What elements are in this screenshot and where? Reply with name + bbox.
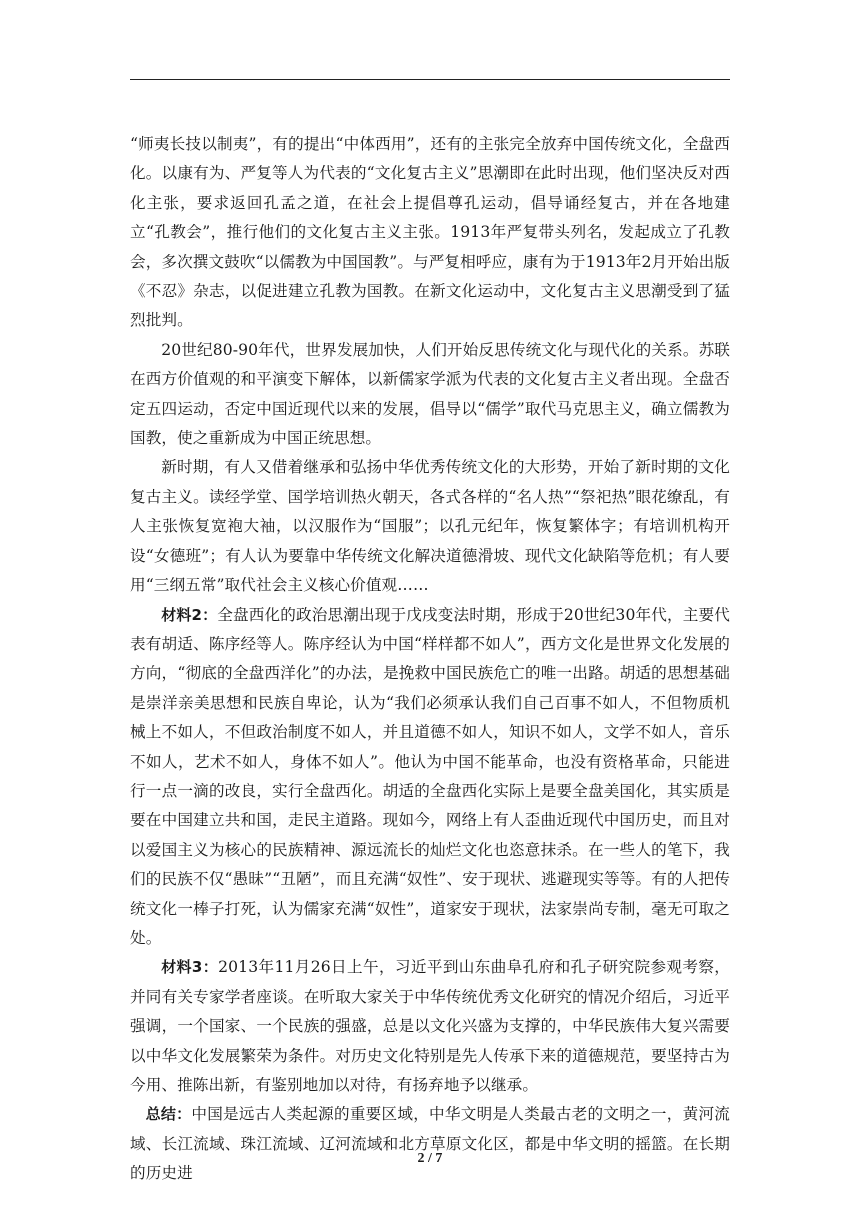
summary-label: 总结： [145, 1105, 192, 1124]
material-2-paragraph: 材料2：全盘西化的政治思潮出现于戊戌变法时期，形成于20世纪30年代，主要代表有胡适、陈序经等人。陈序经认为中国“样样都不如人”，西方文化是世界文化发展的方向，“彻底的全盘西洋化”的办法，是挽救中国民族危亡的唯一出路。胡适的思想基础是崇洋亲美思想和民族自卑论，认为“我们必须承认我们自己百事不如人，不但物质机械上不如人，不但政治制度不如人，并且道德不如人，知识不如人，文学不如人，音乐不如人，艺术不如人，身体不如人”。他认为中国不能革命，也没有资格革命，只能进行一点一滴的改良，实行全盘西化。胡适的全盘西化实际上是要全盘美国化，其实质是要在中国建立共和国，走民主道路。现如今，网络上有人歪曲近现代中国历史，而且对以爱国主义为核心的民族精神、源远流长的灿烂文化也恣意抹杀。在一些人的笔下，我们的民族不仅“愚昧”“丑陋”，而且充满“奴性”、安于现状、逃避现实等等。有的人把传统文化一棒子打死，认为儒家充满“奴性”，道家安于现状，法家崇尚专制，毫无可取之处。 [130, 605, 730, 947]
paragraph-1: “师夷长技以制夷”，有的提出“中体西用”，还有的主张完全放弃中国传统文化，全盘西化。以康有为、严复等人为代表的“文化复古主义”思潮即在此时出现，他们坚决反对西化主张，要求返回孔孟之道，在社会上提倡尊孔运动，倡导诵经复古，并在各地建立“孔教会”，推行他们的文化复古主义主张。1913年严复带头列名，发起成立了孔教会，多次撰文鼓吹“以儒教为中国国教”。与严复相呼应，康有为于1913年2月开始出版《不忍》杂志，以促进建立孔教为国教。在新文化运动中，文化复古主义思潮受到了猛烈批判。 [130, 135, 730, 330]
paragraph-3: 新时期，有人又借着继承和弘扬中华优秀传统文化的大形势，开始了新时期的文化复古主义。读经学堂、国学培训热火朝天，各式各样的“名人热”“祭祀热”眼花缭乱，有人主张恢复宽袍大袖，以汉服作为“国服”；以孔元纪年，恢复繁体字；有培训机构开设“女德班”；有人认为要靠中华传统文化解决道德滑坡、现代文化缺陷等危机；有人要用“三纲五常”取代社会主义核心价值观…… [130, 458, 730, 595]
paragraph-2: 20世纪80-90年代，世界发展加快，人们开始反思传统文化与现代化的关系。苏联在西方价值观的和平演变下解体，以新儒家学派为代表的文化复古主义者出现。全盘否定五四运动，否定中国近现代以来的发展，倡导以“儒学”取代马克思主义，确立儒教为国教，使之重新成为中国正统思想。 [130, 340, 730, 448]
page-number: 2 / 7 [417, 1151, 443, 1166]
material-2-label: 材料2： [161, 605, 218, 624]
material-3-label: 材料3： [161, 958, 219, 977]
material-3-paragraph: 材料3：2013年11月26日上午，习近平到山东曲阜孔府和孔子研究院参观考察，并同有关专家学者座谈。在听取大家关于中华传统优秀文化研究的情况介绍后，习近平强调，一个国家、一个民族的强盛，总是以文化兴盛为支撑的，中华民族伟大复兴需要以中华文化发展繁荣为条件。对历史文化特别是先人传承下来的道德规范，要坚持古为今用、推陈出新，有鉴别地加以对待，有扬弃地予以继承。 [130, 958, 730, 1094]
summary-paragraph: 总结：中国是远古人类起源的重要区域，中华文明是人类最古老的文明之一，黄河流域、长江流域、珠江流域、辽河流域和北方草原文化区，都是中华文明的摇篮。在长期的历史进 [130, 1105, 730, 1183]
header-rule [130, 79, 730, 80]
document-body [130, 130, 730, 1189]
